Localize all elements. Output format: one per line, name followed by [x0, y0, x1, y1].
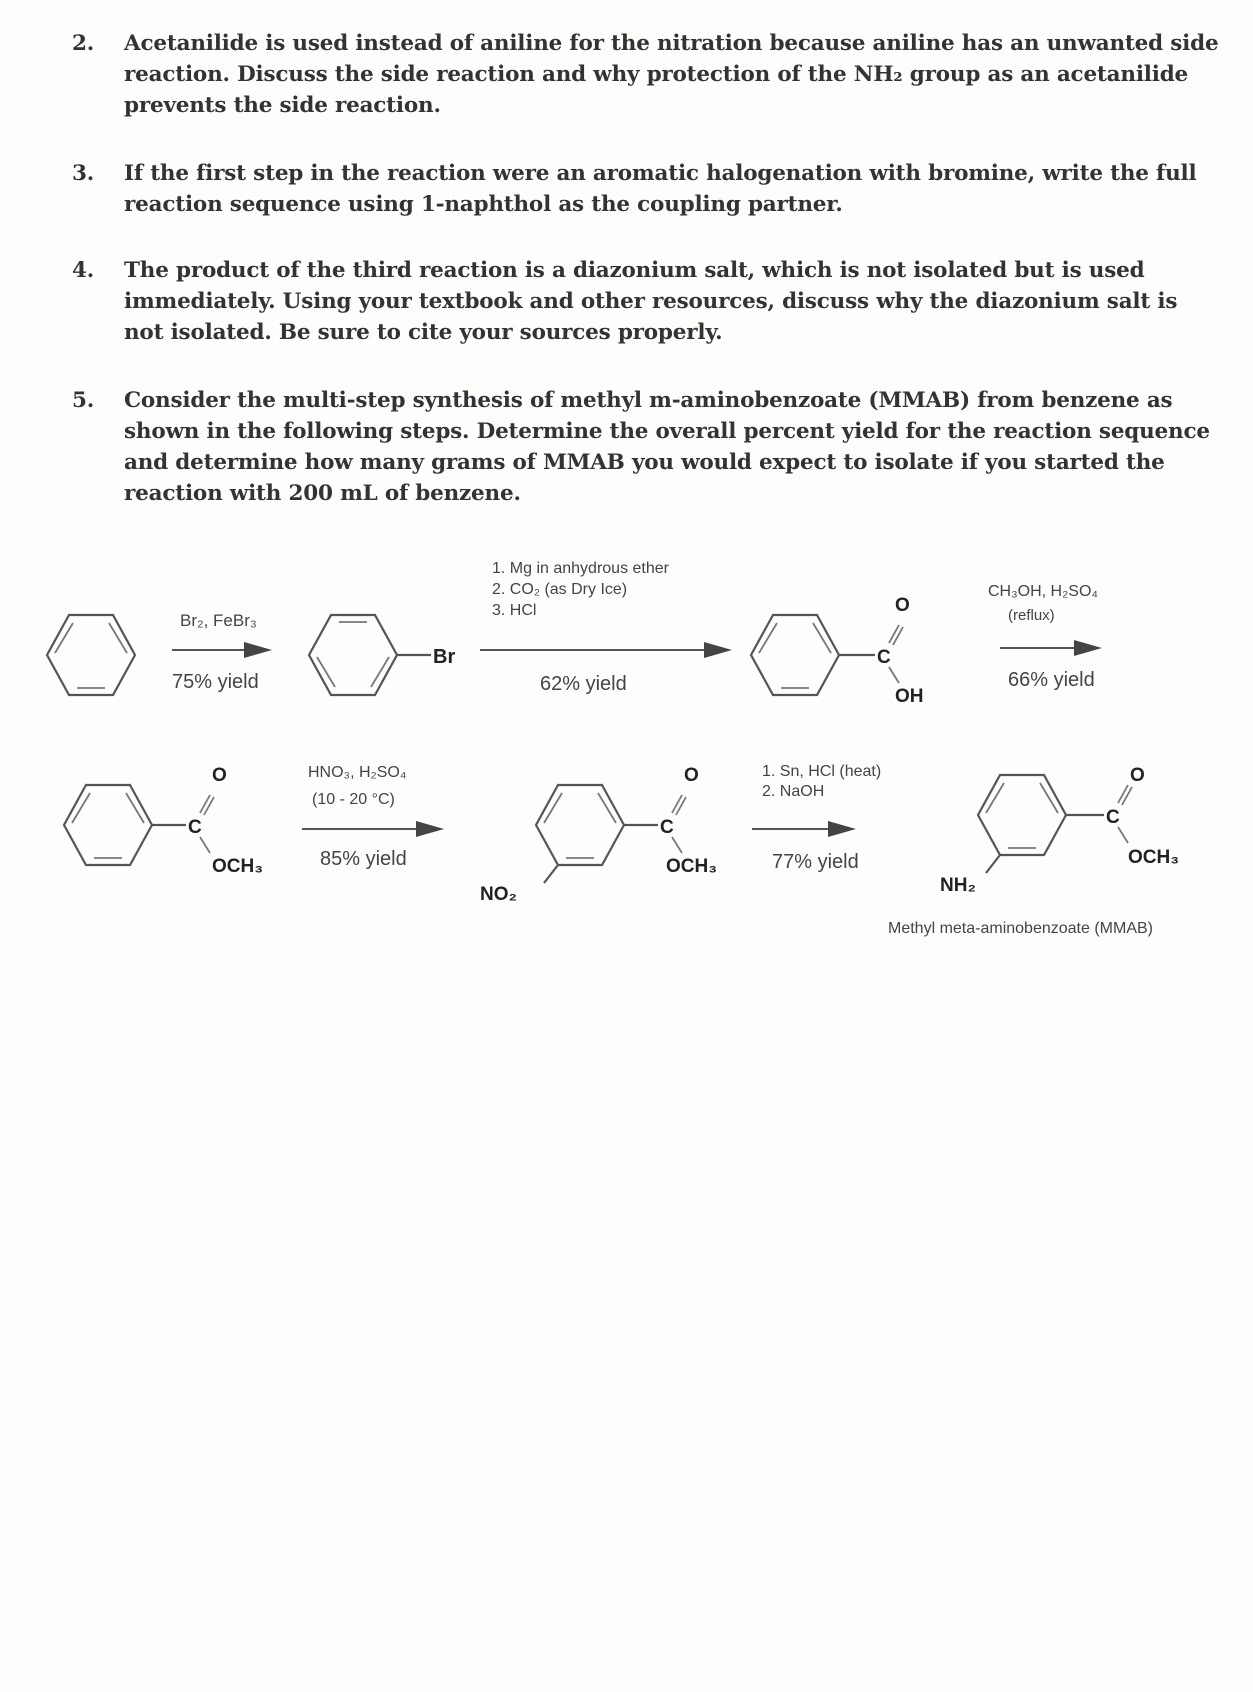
- question-4: [72, 255, 1222, 348]
- hydroxyl-group: OH: [895, 686, 924, 707]
- question-text: If the first step in the reaction were an aromatic halogenation with bromine, write the full reaction sequence using 1-naphthol as the coupling partner.: [124, 161, 1197, 217]
- step2-reagent-3: 3. HCl: [492, 602, 537, 619]
- step3-reagent-1: CH₃OH, H₂SO₄: [988, 583, 1098, 600]
- step1-yield: 75% yield: [172, 671, 259, 693]
- step1-arrow: [172, 611, 268, 693]
- step5-yield: 77% yield: [772, 851, 859, 873]
- oxygen-atom: O: [895, 595, 910, 616]
- mmab-structure: [940, 765, 1179, 896]
- question-text: Acetanilide is used instead of aniline for the nitration because aniline has an unwanted side reaction. Discuss the side reaction and why protection of the NH₂ group as an acetanilide prevents the side reaction.: [124, 31, 1219, 118]
- bromobenzene-structure: [309, 615, 455, 695]
- carbon-atom: C: [1106, 807, 1120, 828]
- question-5: [72, 385, 1222, 509]
- amino-group: NH₂: [940, 875, 976, 896]
- nitro-group: NO₂: [480, 884, 517, 905]
- question-text: Consider the multi-step synthesis of methyl m-aminobenzoate (MMAB) from benzene as shown in the following steps. Determine the overall percent yield for the reaction sequence and determine how many grams of MMAB you would expect to isolate if you started the reaction with 200 mL of benzene.: [124, 388, 1210, 506]
- question-number: 4.: [72, 258, 95, 283]
- reaction-scheme: [0, 540, 1253, 980]
- benzoic-acid-structure: [751, 595, 924, 707]
- methyl-benzoate-structure: [64, 765, 263, 877]
- step4-reagent-2: (10 - 20 °C): [312, 791, 395, 808]
- question-2: [72, 28, 1222, 121]
- step5-arrow: [752, 763, 881, 873]
- oxygen-atom: O: [684, 765, 699, 786]
- step1-reagents: Br₂, FeBr₃: [180, 611, 257, 630]
- carbon-atom: C: [188, 817, 202, 838]
- oxygen-atom: O: [1130, 765, 1145, 786]
- question-number: 3.: [72, 161, 95, 186]
- step2-reagent-1: 1. Mg in anhydrous ether: [492, 560, 669, 577]
- step5-reagent-2: 2. NaOH: [762, 783, 825, 800]
- step3-arrow: [988, 583, 1098, 691]
- methoxy-group: OCH₃: [1128, 847, 1180, 868]
- step3-reagent-2: (reflux): [1008, 607, 1055, 624]
- oxygen-atom: O: [212, 765, 227, 786]
- step5-reagent-1: 1. Sn, HCl (heat): [762, 763, 882, 780]
- carbon-atom: C: [660, 817, 674, 838]
- step4-reagent-1: HNO₃, H₂SO₄: [308, 764, 407, 781]
- question-text: The product of the third reaction is a diazonium salt, which is not isolated but is used immediately. Using your textbook and other resources, discuss why the diazonium salt is not isolated. Be sure to cite your sources properly.: [124, 258, 1178, 345]
- step2-arrow: [480, 560, 728, 695]
- carbon-atom: C: [877, 647, 891, 668]
- methoxy-group: OCH₃: [212, 856, 264, 877]
- question-3: [72, 158, 1222, 220]
- product-name: Methyl meta-aminobenzoate (MMAB): [888, 920, 1153, 937]
- step4-yield: 85% yield: [320, 848, 407, 870]
- question-number: 5.: [72, 388, 95, 413]
- step2-reagent-2: 2. CO₂ (as Dry Ice): [492, 581, 628, 598]
- methoxy-group: OCH₃: [666, 856, 718, 877]
- step2-yield: 62% yield: [540, 673, 627, 695]
- benzene-structure: [47, 615, 135, 695]
- step3-yield: 66% yield: [1008, 669, 1095, 691]
- question-number: 2.: [72, 31, 95, 56]
- step4-arrow: [302, 764, 440, 870]
- methyl-nitrobenzoate-structure: [480, 765, 717, 905]
- bromine-atom: Br: [433, 646, 456, 668]
